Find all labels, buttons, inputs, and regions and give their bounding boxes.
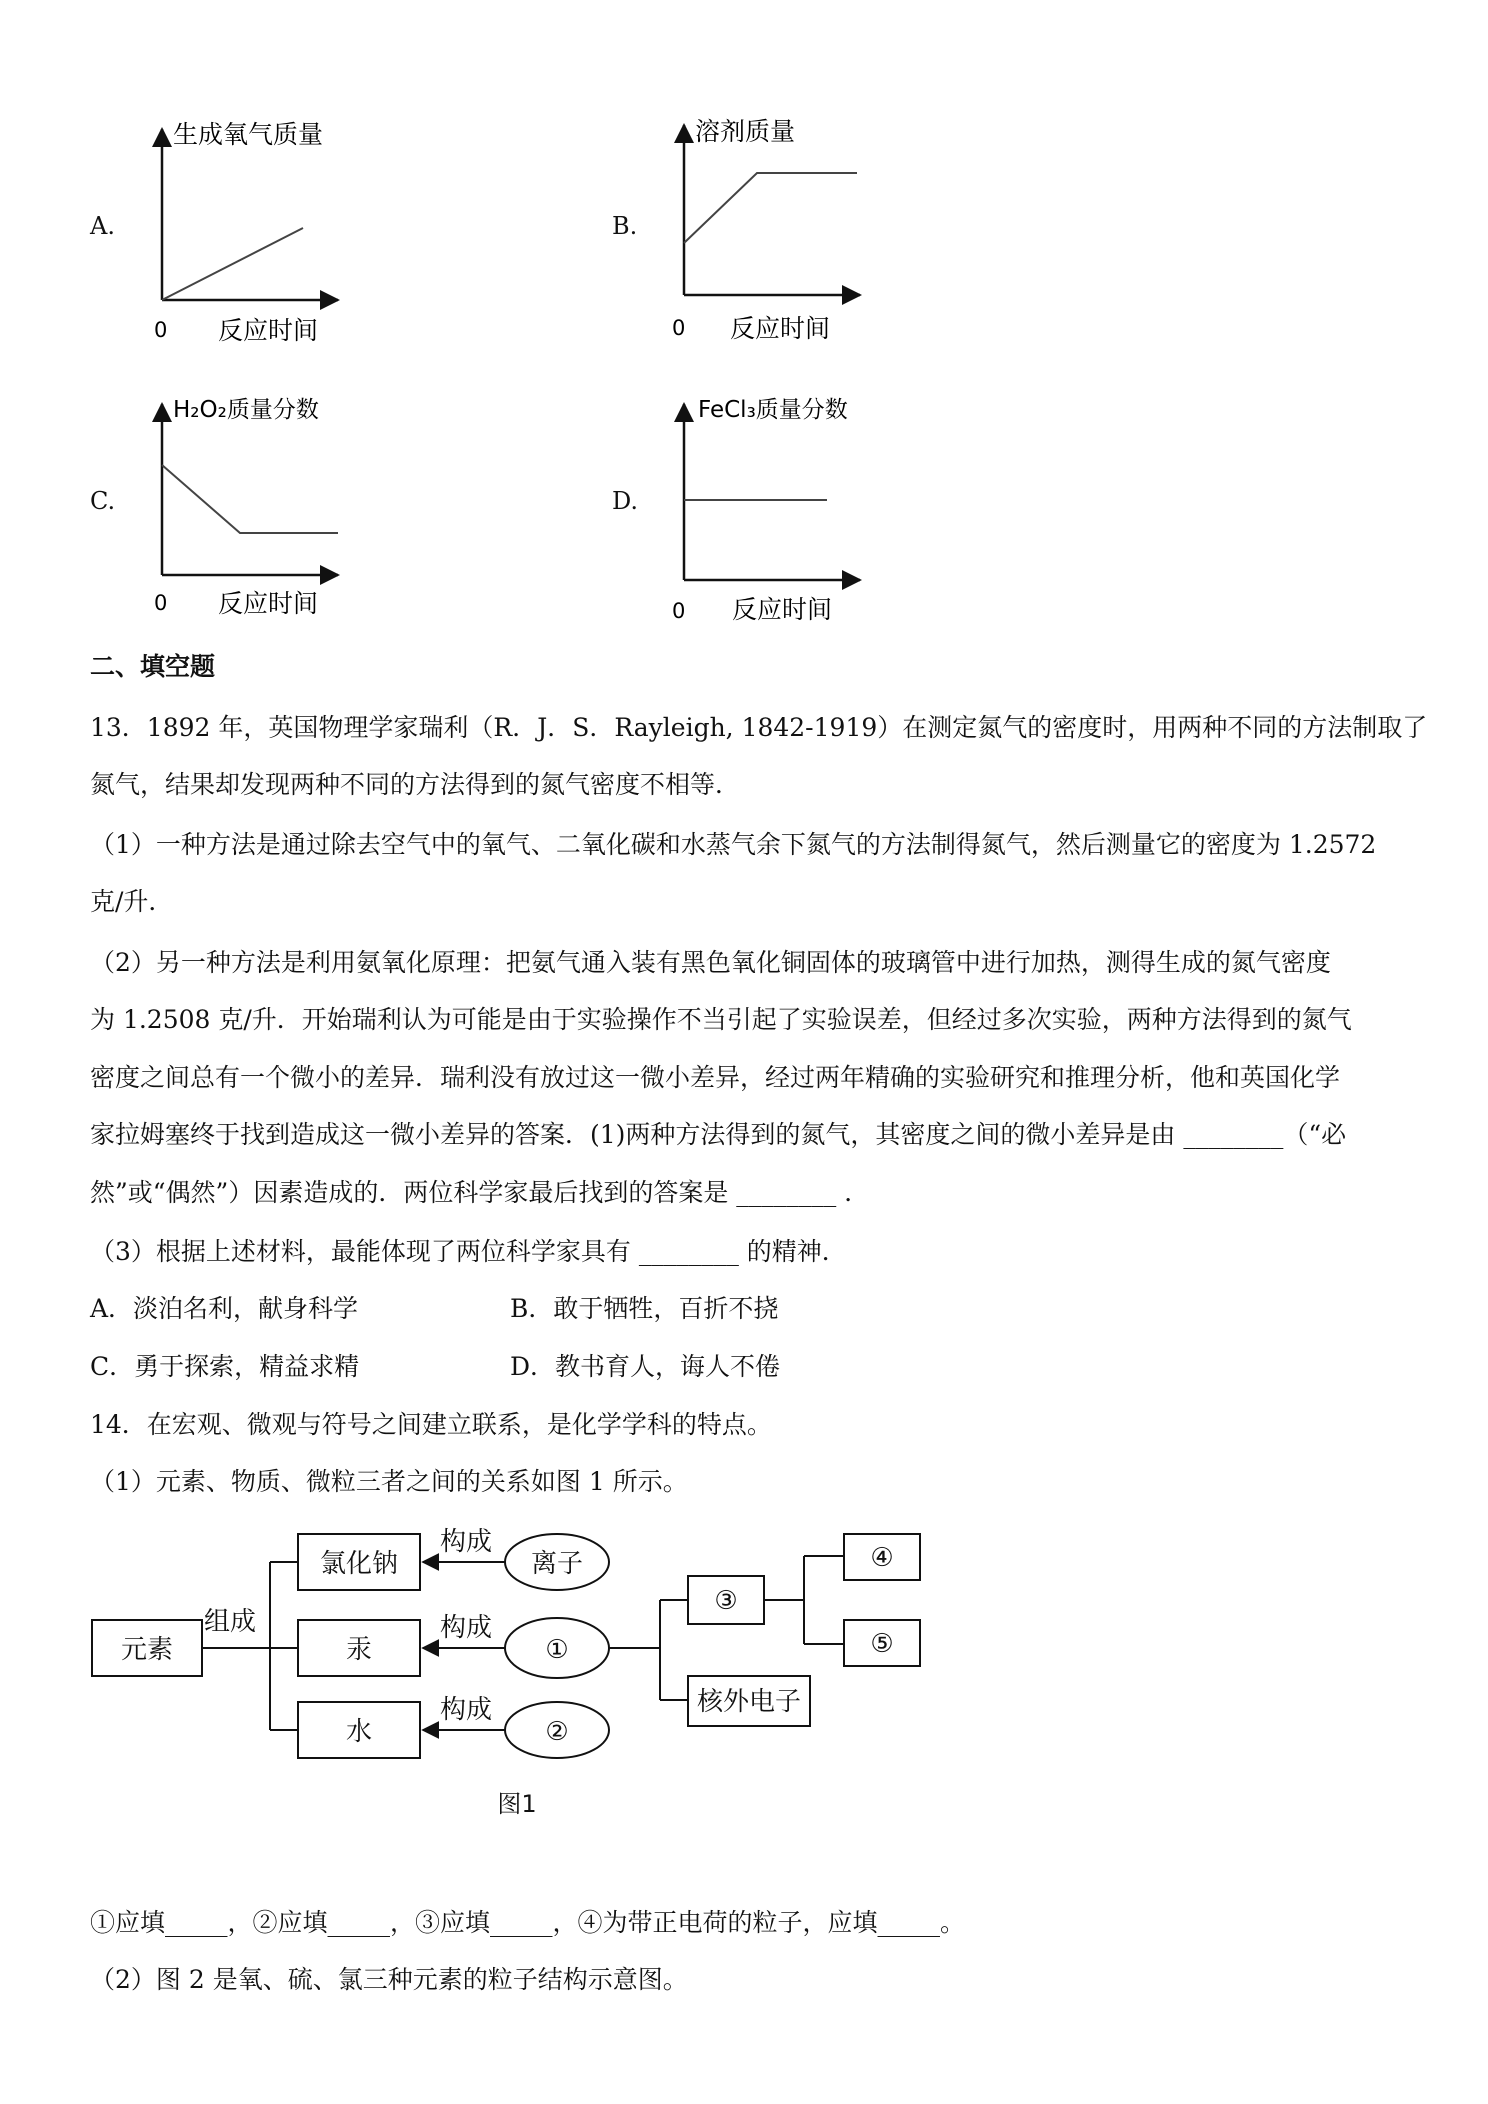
q14-p2: （2）图 2 是氧、硫、氯三种元素的粒子结构示意图。 <box>90 1965 688 1994</box>
q13-p3: （3）根据上述材料，最能体现了两位科学家具有 ________ 的精神． <box>90 1237 847 1266</box>
q13-line1: 13．1892 年，英国物理学家瑞利（R．J．S．Rayleigh, 1842-1919）在测定氮气的密度时，用两种不同的方法制取了 <box>90 713 1428 742</box>
option-b-label: B. <box>612 212 638 240</box>
x-label: 反应时间 <box>732 595 833 624</box>
electron-text: 核外电子 <box>696 1687 802 1717</box>
q14-line1: 14．在宏观、微观与符号之间建立联系，是化学学科的特点。 <box>90 1410 772 1439</box>
x-label: 反应时间 <box>730 314 831 343</box>
section-title: 二、填空题 <box>90 652 216 681</box>
relation-diagram <box>80 1520 980 1820</box>
data-line <box>162 228 303 300</box>
q13-p2-line4: 家拉姆塞终于找到造成这一微小差异的答案．(1)两种方法得到的氮气，其密度之间的微小差异是由 ________（“必 <box>90 1120 1347 1149</box>
q13-p1-line1: （1）一种方法是通过除去空气中的氧气、二氧化碳和水蒸气余下氮气的方法制得氮气，然后测量它的密度为 1.2572 <box>90 830 1377 859</box>
q13-p1-line2: 克/升． <box>90 887 174 916</box>
option-a-label: A. <box>90 212 115 240</box>
q13-option-a: A．淡泊名利，献身科学 <box>90 1294 359 1323</box>
q13-p2-line1: （2）另一种方法是利用氨氧化原理：把氨气通入装有黑色氧化铜固体的玻璃管中进行加热，测得生成的氮气密度 <box>90 948 1331 977</box>
element-text: 元素 <box>120 1635 174 1665</box>
q13-option-b: B．敢于牺牲，百折不挠 <box>510 1294 779 1323</box>
mercury-text: 汞 <box>345 1635 373 1665</box>
figure-caption: 图1 <box>497 1790 537 1818</box>
q13-p2-line2: 为 1.2508 克/升．开始瑞利认为可能是由于实验操作不当引起了实验误差，但经过多次实验，两种方法得到的氮气 <box>90 1005 1352 1034</box>
constitute-text-1: 构成 <box>439 1527 493 1557</box>
c2-text: ② <box>545 1717 569 1747</box>
origin-label: 0 <box>672 599 686 623</box>
ion-text: 离子 <box>530 1549 584 1579</box>
y-label: 溶剂质量 <box>695 117 796 146</box>
c5-text: ⑤ <box>870 1629 894 1659</box>
c4-text: ④ <box>870 1543 894 1573</box>
origin-label: 0 <box>154 591 168 615</box>
q13-option-d: D．教书育人，诲人不倦 <box>510 1352 781 1381</box>
option-c-label: C. <box>90 487 116 515</box>
compose-text: 组成 <box>203 1607 257 1637</box>
data-line <box>684 173 857 243</box>
c1-text: ① <box>545 1635 569 1665</box>
q13-p2-line3: 密度之间总有一个微小的差异．瑞利没有放过这一微小差异，经过两年精确的实验研究和推理分析，他和英国化学 <box>90 1063 1341 1092</box>
graph-d <box>662 390 882 625</box>
x-label: 反应时间 <box>218 589 319 618</box>
constitute-text-3: 构成 <box>439 1695 493 1725</box>
q13-p2-line5: 然”或“偶然”）因素造成的．两位科学家最后找到的答案是 ________ ． <box>90 1178 870 1207</box>
y-label: H₂O₂质量分数 <box>173 397 319 423</box>
q14-fill-line: ①应填_____，②应填_____，③应填_____，④为带正电荷的粒子，应填_____。 <box>90 1908 966 1937</box>
q14-p1: （1）元素、物质、微粒三者之间的关系如图 1 所示。 <box>90 1467 688 1496</box>
y-label: 生成氧气质量 <box>173 120 324 149</box>
q13-option-c: C．勇于探索，精益求精 <box>90 1352 360 1381</box>
q13-line2: 氮气，结果却发现两种不同的方法得到的氮气密度不相等． <box>90 770 741 799</box>
origin-label: 0 <box>672 316 686 340</box>
c3-text: ③ <box>714 1586 738 1616</box>
origin-label: 0 <box>154 318 168 342</box>
constitute-text-2: 构成 <box>439 1613 493 1643</box>
y-label: FeCl₃质量分数 <box>698 397 848 423</box>
water-text: 水 <box>345 1717 373 1747</box>
nacl-text: 氯化钠 <box>319 1549 399 1579</box>
graph-b <box>662 115 882 350</box>
graph-c <box>140 390 360 625</box>
data-line <box>162 465 338 533</box>
x-label: 反应时间 <box>218 316 319 345</box>
graph-a <box>140 115 360 350</box>
option-d-label: D. <box>612 487 639 515</box>
